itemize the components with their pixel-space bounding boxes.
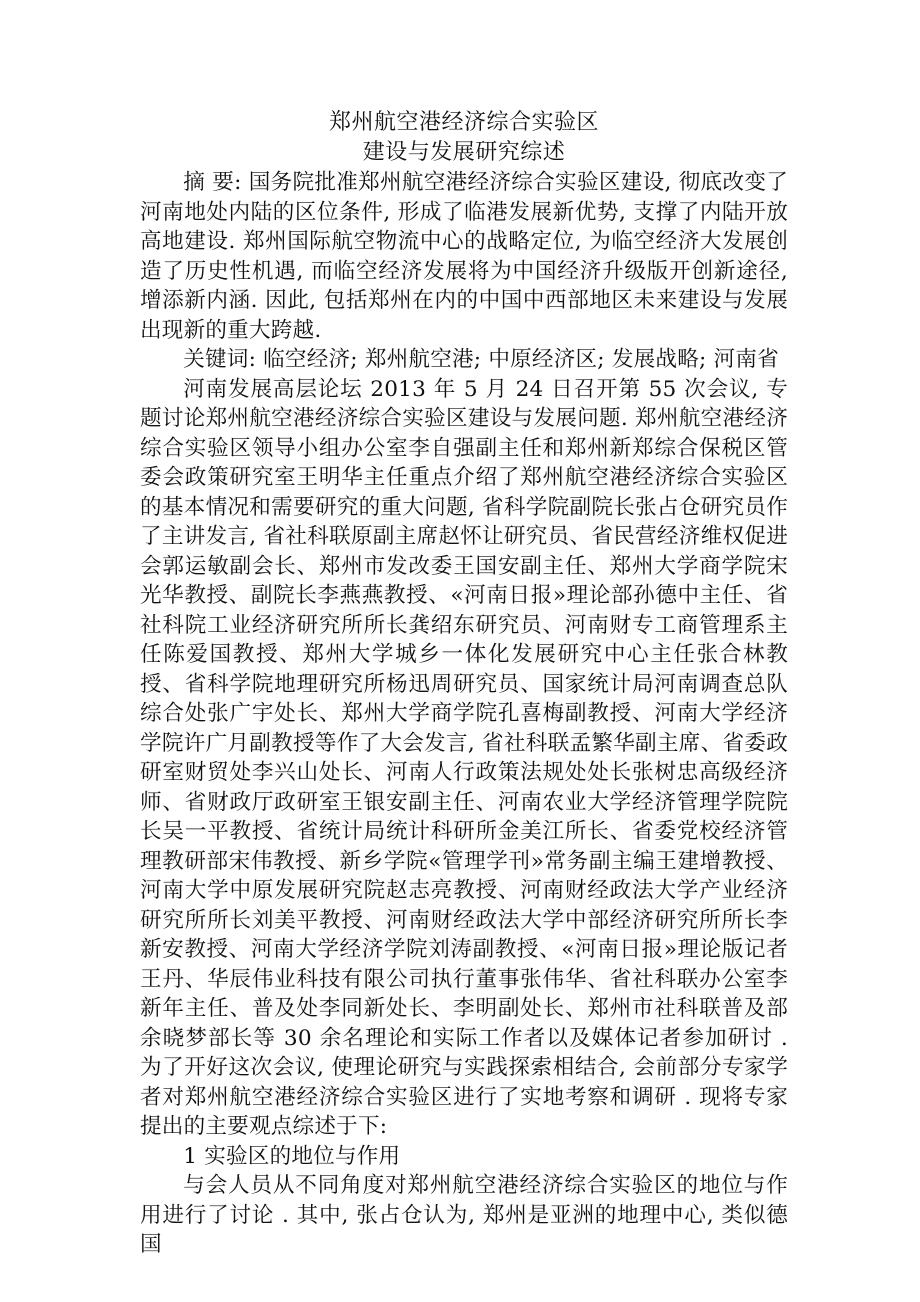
section-heading: 1 实验区的地位与作用 — [183, 1143, 401, 1169]
body-paragraph-1: 河南发展高层论坛 2013 年 5 月 24 日召开第 55 次会议, 专题讨论郑州航空港经济综合实验区建设与发展问题. 郑州航空港经济综合实验区领导小组办公室李自强副主任和郑州新郑综合保税区管委会政策研究室王明华主任重点介绍了郑州航空港经济综合实验区的基本情况和需要研究的重大问题, 省科学院副院长张占仓研究员作了主讲发言, 省社科联原副主席赵怀让研究员、省民营经济维权促进会郭运敏副会长、郑州市发改委王国安副主任、郑州大学商学院宋光华教授、副院长李燕燕教授、«河南日报»理论部孙德中主任、省社科院工业经济研究所所长龚绍东研究员、河南财专工商管理系主任陈爱国教授、郑州大学城乡一体化发展研究中心主任张合林教授、省科学院地理研究所杨迅周研究员、国家统计局河南调查总队综合处张广宇处长、郑州大学商学院孔喜梅副教授、河南大学经济学院许广月副教授等作了大会发言, 省社科联孟繁华副主席、省委政研室财贸处李兴山处长、河南人行政策法规处处长张树忠高级经济师、省财政厅政研室王银安副主任、河南农业大学经济管理学院院长吴一平教授、省统计局统计科研所金美江所长、省委党校经济管理教研部宋伟教授、新乡学院«管理学刊»常务副主编王建增教授、河南大学中原发展研究院赵志亮教授、河南财经政法大学产业经济研究所所长刘美平教授、河南财经政法大学中部经济研究所所长李新安教授、河南大学经济学院刘涛副教授、«河南日报»理论版记者王丹、华辰伟业科技有限公司执行董事张伟华、省社科联办公室李新年主任、普及处李同新处长、李明副处长、郑州市社科联普及部余晓梦部长等 30 余名理论和实际工作者以及媒体记者参加研讨 . 为了开好这次会议, 使理论研究与实践探索相结合, 会前部分专家学者对郑州航空港经济综合实验区进行了实地考察和调研 . 现将专家提出的主要观点综述于下: — [140, 376, 788, 1139]
abstract-paragraph: 摘 要: 国务院批准郑州航空港经济综合实验区建设, 彻底改变了河南地处内陆的区位条件, 形成了临港发展新优势, 支撑了内陆开放高地建设. 郑州国际航空物流中心的战略定位, 为临空经济大发展创造了历史性机遇, 而临空经济发展将为中国经济升级版开创新途径, 增添新内涵. 因此, 包括郑州在内的中国中西部地区未来建设与发展出现新的重大跨越. — [140, 170, 788, 343]
keywords-paragraph: 关键词: 临空经济; 郑州航空港; 中原经济区; 发展战略; 河南省 — [183, 347, 779, 372]
document-title-line-1: 郑州航空港经济综合实验区 — [328, 110, 599, 135]
body-paragraph-2: 与会人员从不同角度对郑州航空港经济综合实验区的地位与作用进行了讨论 . 其中, 张占仓认为, 郑州是亚洲的地理中心, 类似德国 — [140, 1173, 788, 1257]
document-title-line-2: 建设与发展研究综述 — [362, 140, 566, 165]
